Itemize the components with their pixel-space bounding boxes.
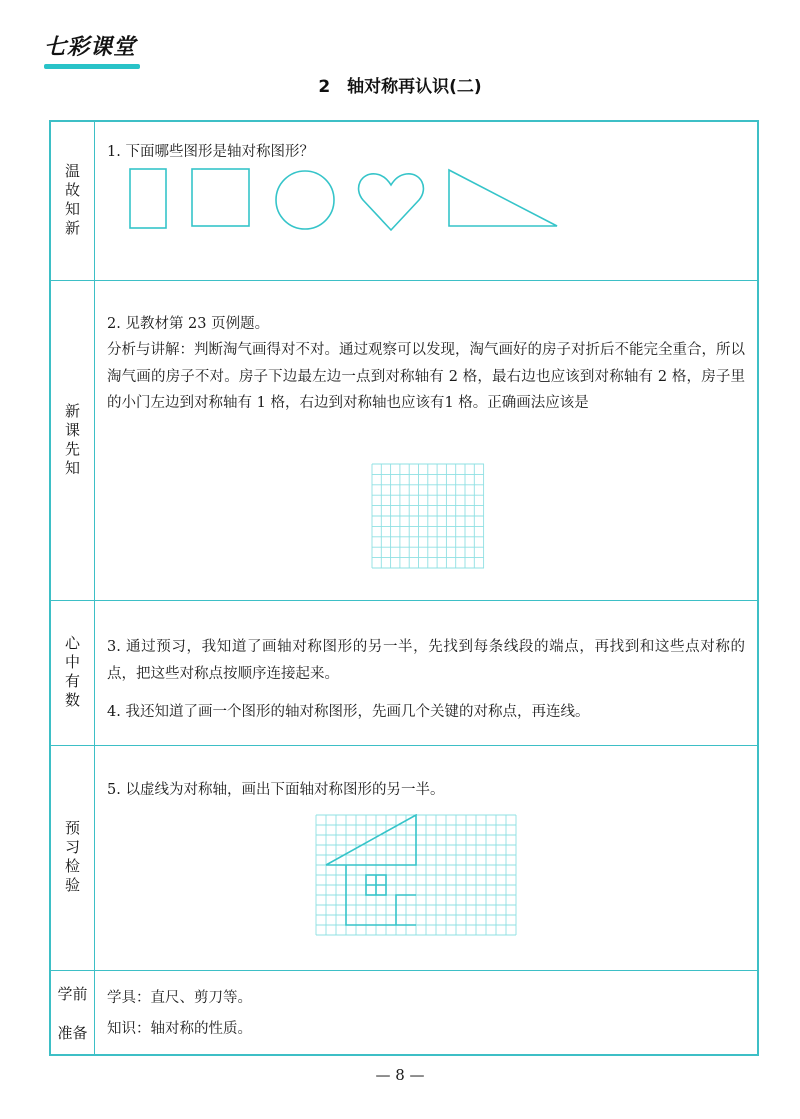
section-key-points xyxy=(51,601,757,746)
triangle-icon xyxy=(449,170,557,226)
page-title: 2 轴对称再认识(二) xyxy=(318,77,482,97)
section-label: 新课先知 xyxy=(63,402,81,479)
answer-grid xyxy=(371,463,485,569)
section-preparation xyxy=(51,971,757,1054)
section-preview-check xyxy=(51,746,757,971)
section-label-line2: 准备 xyxy=(57,1023,88,1042)
section-content xyxy=(107,971,745,1054)
brand-logo: 七彩课堂 xyxy=(44,35,137,60)
page-number: — 8 — xyxy=(375,1066,425,1084)
square-icon xyxy=(192,169,249,226)
section-label-line1: 学前 xyxy=(57,984,88,1003)
section-label: 温故知新 xyxy=(63,163,81,239)
section-content xyxy=(107,122,745,280)
brand-underline xyxy=(44,64,140,69)
house-grid-figure xyxy=(315,814,517,936)
section-content xyxy=(107,601,745,745)
heart-icon xyxy=(359,174,424,230)
question-1: 1. 下面哪些图形是轴对称图形？ xyxy=(107,144,314,160)
circle-icon xyxy=(276,171,334,229)
section-label-cell xyxy=(51,601,95,745)
section-label-cell xyxy=(51,281,95,600)
point-4: 4. 我还知道了画一个图形的轴对称图形，先画几个关键的对称点，再连线。 xyxy=(107,704,590,720)
section-content xyxy=(107,281,745,600)
section-label: 心中有数 xyxy=(63,635,81,711)
worksheet-table xyxy=(49,120,759,1056)
point-3: 3. 通过预习，我知道了画轴对称图形的另一半，先找到每条线段的端点，再找到和这些点对称的点，把这些对称点按顺序连接起来。 xyxy=(107,639,745,682)
section-label-cell xyxy=(51,971,95,1054)
half-house-icon xyxy=(326,815,416,925)
question-2: 2. 见教材第 23 页例题。 xyxy=(107,316,270,332)
section-preview-lesson xyxy=(51,281,757,601)
section-label xyxy=(57,983,87,1043)
section-label-cell xyxy=(51,122,95,280)
tools-line: 学具：直尺、剪刀等。 xyxy=(107,990,252,1006)
rectangle-icon xyxy=(130,169,166,228)
section-review xyxy=(51,122,757,281)
shapes-figure xyxy=(129,166,569,232)
knowledge-line: 知识：轴对称的性质。 xyxy=(107,1021,252,1037)
section-label-cell xyxy=(51,746,95,970)
section-label: 预习检验 xyxy=(63,820,81,896)
section-content xyxy=(107,746,745,970)
analysis-text: 分析与讲解：判断淘气画得对不对。通过观察可以发现，淘气画好的房子对折后不能完全重合，所以淘气画的房子不对。房子下边最左边一点到对称轴有 2 格，最右边也应该到对称轴有 2 格，房子里的小门左边到对称轴有 1 格，右边到对称轴也应该有1 格。正确画法应该是 xyxy=(107,342,745,411)
question-5: 5. 以虚线为对称轴，画出下面轴对称图形的另一半。 xyxy=(107,782,445,798)
